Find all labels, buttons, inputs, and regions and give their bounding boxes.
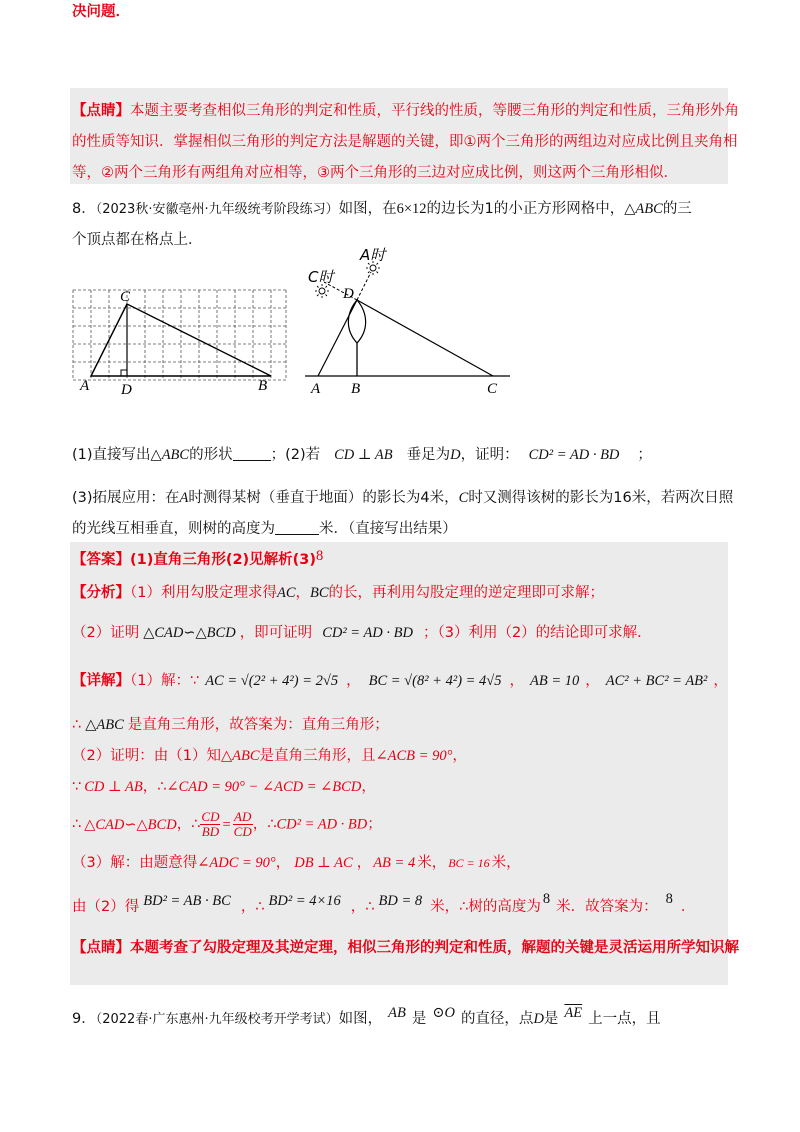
note1-line-2: 的性质等知识．掌握相似三角形的判定方法是解题的关键，即①两个三角形的两组边对应成比例且夹角相 <box>72 134 738 150</box>
detail-l6-ab: AB = 4 <box>373 855 416 871</box>
detail-l7-d: 米，∴树的高度为 <box>430 899 541 915</box>
answer-blank-2 <box>275 520 319 535</box>
q9-d: D <box>533 1011 544 1027</box>
analysis-line-1 <box>72 581 604 602</box>
detail-l5-a: ∴ <box>72 816 82 833</box>
detail-line-3 <box>72 744 467 765</box>
detail-line-7 <box>72 891 695 916</box>
label-c2: C <box>487 381 498 397</box>
q8-p3-a: (3)拓展应用：在 <box>72 490 180 506</box>
right-angle-mark <box>121 370 127 376</box>
detail-l1-a: （1）解：∵ <box>130 673 200 689</box>
detail-l4-a: ∵ <box>72 779 82 795</box>
answer-text: (1)直角三角形(2)见解析(3) <box>130 552 317 568</box>
q8-intro-a: 如图，在 <box>338 201 397 217</box>
note2-line-1 <box>72 936 739 957</box>
q8-p1-b: 的形状 <box>189 447 233 463</box>
label-d: D <box>121 382 132 398</box>
detail-l4-ang: ∠CAD = 90° − ∠ACD = ∠BCD <box>166 779 362 795</box>
fraction-ad-cd <box>233 810 253 839</box>
detail-line-6 <box>72 851 521 872</box>
detail-l7-eq1: BD² = AB · BC <box>143 893 231 909</box>
q8-p3-d: 的光线互相垂直，则树的高度为 <box>72 521 275 537</box>
ray-c <box>357 300 493 376</box>
label-a: A <box>80 378 90 394</box>
detail-l7-eq3: BD = 8 <box>378 893 423 909</box>
detail-l7-v: 8 <box>542 891 551 907</box>
ray-a <box>318 300 357 376</box>
note1-line-3: 等，②两个三角形有两组角对应相等，③两个三角形的三边对应成比例，则这两个三角形相似． <box>72 165 678 181</box>
detail-l4-c: ， <box>361 779 376 795</box>
shadow-figure <box>300 238 520 403</box>
q9-ab: AB <box>388 1005 406 1021</box>
q8-line-1 <box>72 197 692 218</box>
fraction-equals: = <box>222 816 231 833</box>
detail-ac: AC = √(2² + 4²) = 2√5 <box>205 673 339 689</box>
q8-p1-e: ，证明： <box>460 447 519 463</box>
detail-l2-tri: △ABC <box>85 717 124 733</box>
detail-l5-eq: CD² = AD · BD <box>276 816 368 833</box>
detail-l7-f: ． <box>680 899 696 915</box>
detail-l5-sim: △CAD∽△BCD <box>84 816 177 833</box>
detail-l6-bc: BC = 16 <box>448 856 490 870</box>
q8-number: 8． <box>72 201 96 217</box>
q9-e: 上一点，且 <box>588 1011 661 1027</box>
q8-part3-line-2 <box>72 517 457 538</box>
label-b2: B <box>351 381 361 397</box>
q8-p3-c: 时又测得该树的影长为16米，若两次日照 <box>468 490 734 506</box>
sun-icon-c <box>315 284 329 298</box>
note2-line-2: 决问题． <box>72 4 130 20</box>
detail-l4-b: ，∴ <box>142 779 167 795</box>
detail-l3-a: （2）证明：由（1）知 <box>72 748 221 764</box>
detail-l6-a: （3）解：由题意得 <box>72 855 198 871</box>
detail-sum: AC² + BC² = AB² <box>605 673 708 689</box>
detail-l2-b: 是直角三角形，故答案为：直角三角形； <box>127 717 389 733</box>
q9-source: （2022春·广东惠州·九年级校考开学考试） <box>95 1012 339 1027</box>
grid-figure <box>70 282 290 402</box>
detail-l6-e: 米， <box>491 855 521 871</box>
q8-intro-c: 的三 <box>662 201 692 217</box>
grid-lines <box>73 290 286 380</box>
note2-tag: 【点睛】 <box>72 940 130 956</box>
analysis-eq: CD² = AD · BD <box>322 625 413 641</box>
q8-p1-a: (1)直接写出 <box>72 447 151 463</box>
note1-text-1: 本题主要考查相似三角形的判定和性质，平行线的性质，等腰三角形的判定和性质，三角形外角 <box>130 103 739 119</box>
fraction-cd-bd-num: CD <box>201 809 220 824</box>
q9-number: 9． <box>72 1011 96 1027</box>
label-b: B <box>258 378 268 394</box>
detail-l6-ang: ∠ADC = 90° <box>197 855 276 871</box>
detail-l7-b: ，∴ <box>240 899 265 915</box>
label-d2: D <box>343 286 354 302</box>
fraction-cd-bd-den: BD <box>201 824 220 839</box>
q8-part3-line-1 <box>72 486 733 507</box>
detail-l5-b: ，∴ <box>176 816 201 833</box>
detail-l6-d: 米， <box>417 855 447 871</box>
q9-arc: $\overline{AE}$ <box>564 1005 583 1021</box>
detail-l5-c: ，∴ <box>252 816 277 833</box>
q8-p3-A: A <box>179 490 189 506</box>
detail-comma-4: ， <box>713 673 728 689</box>
q9-c: 的直径，点 <box>460 1011 534 1027</box>
q8-intro-b: 的边长为1的小正方形网格中， <box>426 201 625 217</box>
answer-line <box>72 548 323 569</box>
answer-value: 8 <box>316 548 324 564</box>
note1-tag: 【点睛】 <box>72 103 130 119</box>
detail-l3-tri: △ABC <box>220 748 260 764</box>
q9-a: 如图， <box>338 1011 383 1027</box>
analysis-a1: （1）利用勾股定理求得 <box>130 585 277 601</box>
analysis-ac: AC <box>276 585 296 601</box>
detail-l7-a: 由（2）得 <box>72 899 140 915</box>
q8-cond: CD ⊥ AB <box>334 447 393 463</box>
q8-p1-c: ；(2)若 <box>270 447 321 463</box>
detail-line-5 <box>72 810 382 839</box>
q8-p3-C: C <box>458 490 469 506</box>
detail-bc: BC = √(8² + 4²) = 4√5 <box>368 673 502 689</box>
q8-p1-f: ； <box>637 447 652 463</box>
detail-l7-eq2: BD² = 4×16 <box>268 893 341 909</box>
answer-blank-1 <box>233 446 271 461</box>
analysis-sim: △CAD∽△BCD <box>143 625 236 641</box>
detail-l2-a: ∴ <box>72 717 82 733</box>
analysis-bc: BC <box>310 585 329 601</box>
answer-tag: 【答案】 <box>72 552 130 568</box>
detail-comma-3: ， <box>585 673 600 689</box>
q8-p1-D: D <box>450 447 461 463</box>
note2-text-1: 本题考查了勾股定理及其逆定理，相似三角形的判定和性质，解题的关键是灵活运用所学知识解 <box>130 940 739 956</box>
label-c: C <box>120 289 131 305</box>
detail-line-4 <box>72 775 376 796</box>
q8-grid-size: 6×12 <box>396 201 427 217</box>
detail-line-2 <box>72 713 389 734</box>
detail-comma-2: ， <box>509 673 525 689</box>
tree-crown <box>348 300 365 343</box>
q8-parts-line <box>72 443 652 464</box>
detail-l7-c: ，∴ <box>350 899 375 915</box>
q8-line-2: 个顶点都在格点上． <box>72 232 203 248</box>
q8-p1-tri: △ABC <box>150 447 190 463</box>
analysis-sep: ， <box>295 585 311 601</box>
label-c-time: C时 <box>308 268 334 286</box>
q9-dd: 是 <box>543 1011 559 1027</box>
detail-l6-c: ， <box>356 855 372 871</box>
q8-eq: CD² = AD · BD <box>528 447 620 463</box>
detail-l6-b: ， <box>275 855 291 871</box>
fraction-cd-bd <box>200 810 220 839</box>
detail-l7-v2: 8 <box>665 891 673 907</box>
detail-ab: AB = 10 <box>530 673 580 689</box>
detail-comma-1: ， <box>346 673 361 689</box>
analysis-line-2 <box>72 621 652 642</box>
detail-l3-b: 是直角三角形，且 <box>259 748 376 764</box>
analysis-tag: 【分析】 <box>72 585 130 601</box>
fraction-ad-cd-num: AD <box>234 809 252 824</box>
detail-l3-ang: ∠ACB = 90° <box>375 748 453 764</box>
analysis-b2: ，即可证明 <box>239 625 313 641</box>
detail-tag: 【详解】 <box>72 673 130 689</box>
q9-circle: ⊙O <box>432 1005 455 1021</box>
q8-p3-e: 米．（直接写出结果） <box>319 521 457 537</box>
q8-p1-d: 垂足为 <box>406 447 451 463</box>
detail-l4-perp: CD ⊥ AB <box>84 779 143 795</box>
detail-line-1 <box>72 669 728 690</box>
analysis-b3: ；（3）利用（2）的结论即可求解． <box>422 625 652 641</box>
ray-a-dashed <box>357 272 371 300</box>
q8-source: （2023秋·安徽亳州·九年级统考阶段练习） <box>95 202 339 217</box>
q9-b: 是 <box>411 1011 427 1027</box>
note1-line-1 <box>72 99 739 120</box>
label-a-time: A时 <box>360 246 386 264</box>
detail-l6-perp: DB ⊥ AC <box>294 855 353 871</box>
q8-p3-b: 时测得某树（垂直于地面）的影长为4米， <box>188 490 459 506</box>
analysis-b1: （2）证明 <box>72 625 140 641</box>
analysis-a2: 的长，再利用勾股定理的逆定理即可求解； <box>328 585 605 601</box>
detail-l7-e: 米．故答案为： <box>556 899 658 915</box>
fraction-ad-cd-den: CD <box>233 824 252 839</box>
detail-l3-c: ， <box>452 748 467 764</box>
q9-line <box>72 1005 661 1028</box>
q8-triangle: △ABC <box>624 201 663 217</box>
detail-l5-d: ； <box>367 816 382 833</box>
label-a2: A <box>311 381 321 397</box>
